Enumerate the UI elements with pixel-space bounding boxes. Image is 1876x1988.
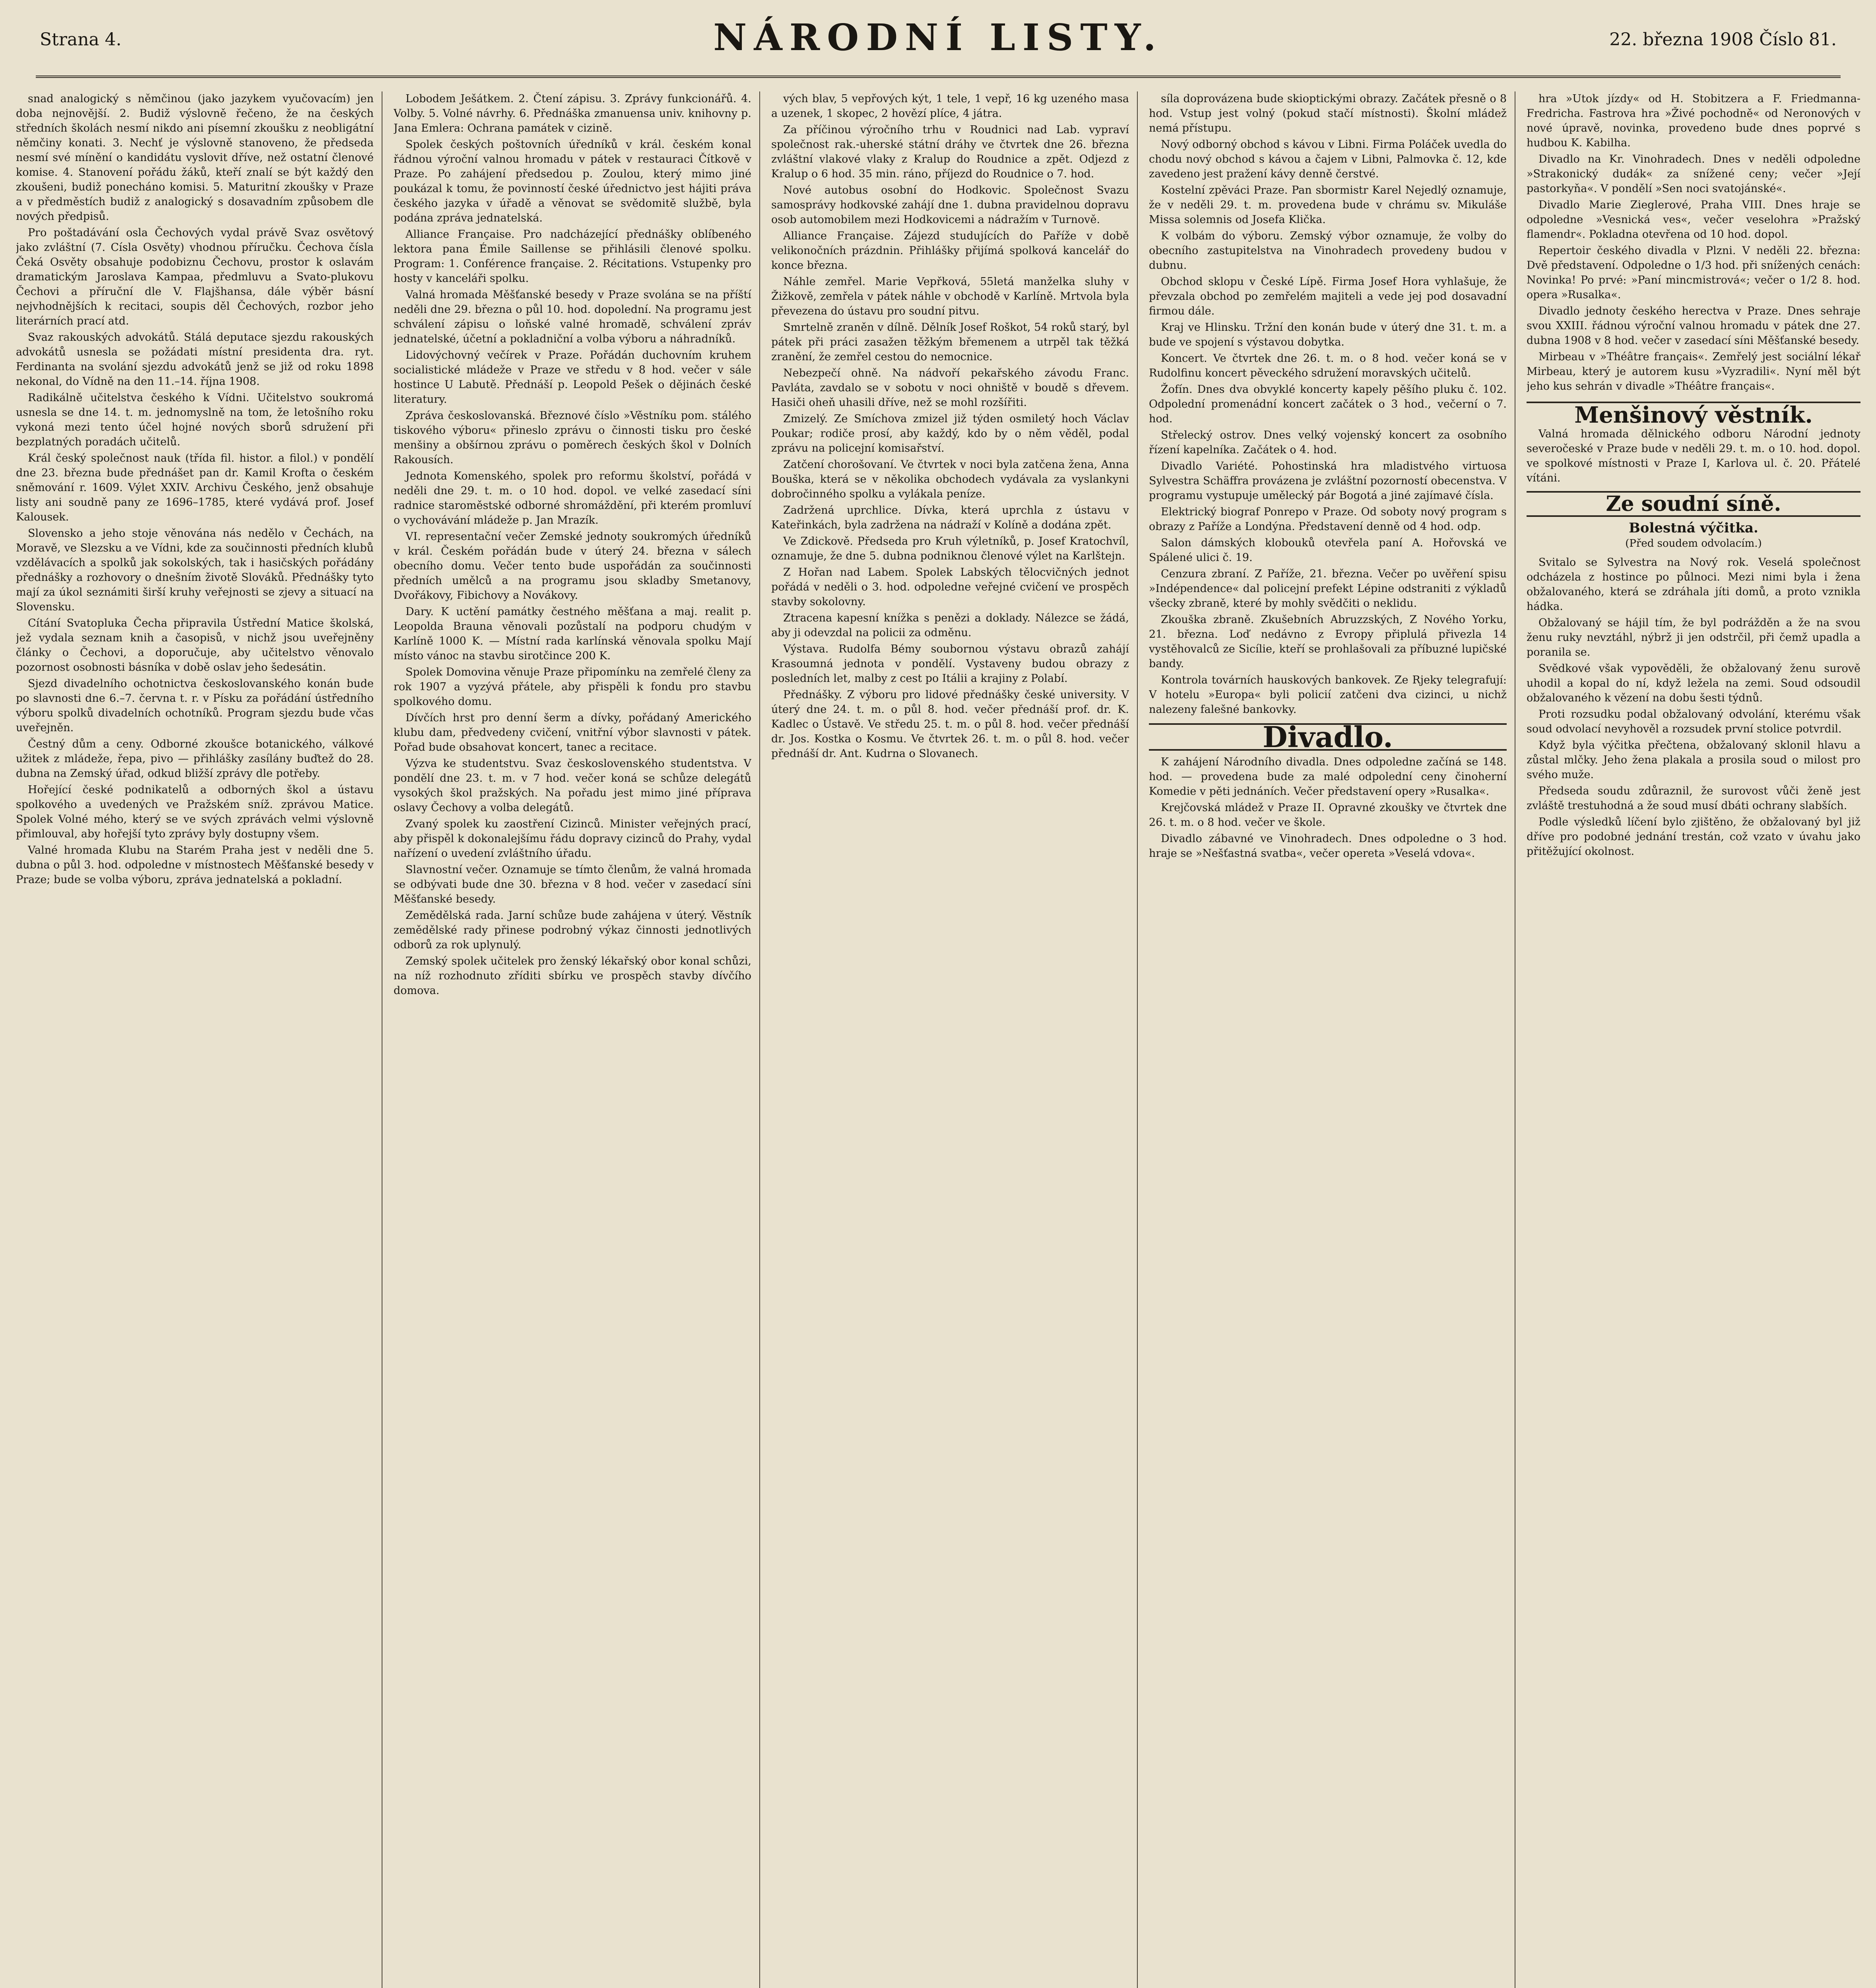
- article-paragraph: Smrtelně zraněn v dílně. Dělník Josef Roškot, 54 roků starý, byl pátek při práci zasažen těžkým břemenem a utrpěl tak těžká zranění, že zemřel cestou do nemocnice.: [771, 321, 1129, 363]
- article-paragraph: Král český společnost nauk (třída fil. histor. a filol.) v pondělí dne 23. března bude přednášet pan dr. Kamil Krofta o českém sněmování r. 1609. Výlet XXIV. Archivu Českého, jenž obsahuje listy ani soudně pany ze 1696–1785, které vydává prof. Josef Kalousek.: [16, 452, 374, 523]
- article-paragraph: Kontrola továrních hauskových bankovek. Ze Rjeky telegrafují: V hotelu »Europa« byli policií zatčeni dva cizinci, u nichž nalezeny falešné bankovky.: [1149, 674, 1507, 716]
- article-paragraph: Mirbeau v »Théâtre français«. Zemřelý jest sociální lékař Mirbeau, který je autorem kusu »Vyzradili«. Nyní měl být jeho kus sehrán v divadle »Théâtre français«.: [1527, 351, 1860, 392]
- article-paragraph: Lobodem Ješátkem. 2. Čtení zápisu. 3. Zprávy funkcionářů. 4. Volby. 5. Volné návrhy. 6. Přednáška zmanuensa univ. knihovny p. Jana Emlera: Ochrana památek v cizině.: [394, 93, 751, 134]
- article-paragraph: Když byla výčitka přečtena, obžalovaný sklonil hlavu a zůstal mlčky. Jeho žena plakala a prosila soud o milost pro svého muže.: [1527, 739, 1860, 781]
- section-heading-divadlo: Divadlo.: [1149, 723, 1507, 751]
- article-paragraph: Zmizelý. Ze Smíchova zmizel již týden osmiletý hoch Václav Poukar; rodiče prosí, aby každý, kdo by o něm věděl, podal zprávu na policejní komisařství.: [771, 413, 1129, 454]
- article-paragraph: Valná hromada dělnického odboru Národní jednoty severočeské v Praze bude v neděli 29. t. m. o 10. hod. dopol. ve spolkové místnosti v Praze I, Karlova ul. č. 20. Přátelé vítáni.: [1527, 428, 1860, 484]
- article-title: Bolestná výčitka.: [1629, 520, 1758, 536]
- article-paragraph: Zatčení chorošovaní. Ve čtvrtek v noci byla zatčena žena, Anna Bouška, která se v několika obchodech vydávala za vyslankyni dobročinného spolku a vylákala peníze.: [771, 458, 1129, 500]
- article-paragraph: Divadlo zábavné ve Vinohradech. Dnes odpoledne o 3 hod. hraje se »Nešťastná svatba«, večer opereta »Veselá vdova«.: [1149, 833, 1507, 860]
- article-paragraph: Dary. K uctění památky čestného měšťana a maj. realit p. Leopolda Brauna věnovali pozůstalí na podporu chudým v Karlíně 1000 K. — Místní rada karlínská věnovala spolku Mají místo vánoc na stavbu sirotčince 200 K.: [394, 606, 751, 662]
- article-paragraph: Repertoir českého divadla v Plzni. V neděli 22. března: Dvě představení. Odpoledne o 1/3 hod. při snížených cenách: Novinka! Po prvé: »Paní mincmistrová«; večer o 1/2 8. hod. opera »Rusalka«.: [1527, 245, 1860, 301]
- article-paragraph: Salon dámských klobouků otevřela paní A. Hořovská ve Spálené ulici č. 19.: [1149, 537, 1507, 564]
- article-paragraph: Svaz rakouských advokátů. Stálá deputace sjezdu rakouských advokátů usnesla se požádati místní presidenta dra. ryt. Ferdinanta na svolání sjezdu advokátů jenž se již od roku 1898 nekonal, do Vídně na den 11.–14. října 1908.: [16, 331, 374, 388]
- article-paragraph: Výstava. Rudolfa Bémy soubornou výstavu obrazů zahájí Krasoumná jednota v pondělí. Vystaveny budou obrazy z posledních let, malby z cest po Itálii a krajiny z Polabí.: [771, 643, 1129, 685]
- column-5: [1527, 91, 1860, 1988]
- article-paragraph: Alliance Française. Zájezd studujících do Paříže v době velikonočních prázdnin. Přihlášky přijímá spolková kancelář do konce března.: [771, 230, 1129, 272]
- article-paragraph: Čestný dům a ceny. Odborné zkoušce botanického, válkové užitek z mládeže, řepa, pivo — přihlášky zasílány buďtež do 28. dubna na Zemský úřad, odkud bližší zprávy dle potřeby.: [16, 738, 374, 780]
- article-paragraph: Valné hromada Klubu na Starém Praha jest v neděli dne 5. dubna o půl 3. hod. odpoledne v místnostech Měšťanské besedy v Praze; bude se volba výboru, zpráva jednatelská a pokladní.: [16, 844, 374, 886]
- article-paragraph: Svědkové však vypověděli, že obžalovaný ženu surově uhodil a kopal do ní, když ležela na zemi. Soud odsoudil obžalovaného k vězení na dobu šesti týdnů.: [1527, 662, 1860, 704]
- article-paragraph: Zadržená uprchlice. Dívka, která uprchla z ústavu v Kateřinkách, byla zadržena na nádraží v Kolíně a dodána zpět.: [771, 504, 1129, 531]
- column-4: [1149, 91, 1507, 1988]
- article-paragraph: hra »Utok jízdy« od H. Stobitzera a F. Friedmanna-Fredricha. Fastrova hra »Živé pochodně« od Neronových v nové úpravě, novinka, provedeno bude dnes poprvé s hudbou K. Kabilha.: [1527, 93, 1860, 149]
- column-1: [16, 91, 374, 1988]
- column-divider: [1137, 91, 1138, 1988]
- masthead: [36, 8, 1841, 78]
- column-divider: [759, 91, 760, 1988]
- column-3: [771, 91, 1129, 1988]
- article-paragraph: síla doprovázena bude skioptickými obrazy. Začátek přesně o 8 hod. Vstup jest volný (pokud stačí místnosti). Školní mládež nemá přístupu.: [1149, 93, 1507, 134]
- article-paragraph: Valná hromada Měšťanské besedy v Praze svolána se na příští neděli dne 29. března o půl 10. hod. dopolední. Na programu jest schválení zápisu o loňské valné hromadě, schválení zpráv jednatelské, účetní a pokladniční a volba výboru a náhradníků.: [394, 289, 751, 345]
- article-paragraph: Hořející české podnikatelů a odborných škol a ústavu spolkového a uvedených ve Pražském sníž. zprávou Matice. Spolek Volné mého, který se ve svých zprávách velmi výslovně přimlouval, aby hořejší tyto zprávy byly dostupny všem.: [16, 784, 374, 840]
- page-number: Strana 4.: [40, 29, 122, 50]
- article-paragraph: Kostelní zpěváci Praze. Pan sbormistr Karel Nejedlý oznamuje, že v neděli 29. t. m. provedena bude v chrámu sv. Mikuláše Missa solemnis od Josefa Klička.: [1149, 184, 1507, 226]
- newspaper-title: NÁRODNÍ LISTY.: [713, 16, 1163, 59]
- article-paragraph: VI. representační večer Zemské jednoty soukromých úředníků v král. Českém pořádán bude v úterý 24. března v sálech obecního domu. Večer tento bude uspořádán za součinnosti předních umělců a na programu jsou skladby Smetanovy, Dvořákovy, Fibichovy a Novákovy.: [394, 530, 751, 602]
- article-paragraph: vých blav, 5 vepřových kýt, 1 tele, 1 vepř, 16 kg uzeného masa a uzenek, 1 skopec, 2 hovězí plíce, 4 játra.: [771, 93, 1129, 120]
- article-paragraph: Přednášky. Z výboru pro lidové přednášky české university. V úterý dne 24. t. m. o půl 8. hod. večer přednáší prof. dr. K. Kadlec o Ústavě. Ve středu 25. t. m. o půl 8. hod. večer přednáší dr. Jos. Kostka o Kosmu. Ve čtvrtek 26. t. m. o půl 8. hod. večer přednáší dr. Ant. Kudrna o Slovanech.: [771, 689, 1129, 760]
- article-paragraph: snad analogický s němčinou (jako jazykem vyučovacím) jen doba nejnovější. 2. Budiž výslovně řečeno, že na českých středních školách nesmí nikdo ani písemní zkoušku z neobligátní němčiny konati. 3. Nechť je výslovně stanoveno, že předseda nesmí své mínění o kandidátu vyslovit dříve, než ostatní členové komise. 4. Stanovení pořádu žáků, kteří znalí se být každý den zkoušeni, budiž ponecháno komisi. 5. Maturitní zkoušky v Praze a v předměstích budiž z analogický s dosavadním způsobem dle nových předpisů.: [16, 93, 374, 223]
- article-paragraph: Ztracena kapesní knížka s penězi a doklady. Nálezce se žádá, aby ji odevzdal na policii za odměnu.: [771, 612, 1129, 639]
- article-paragraph: Spolek Domovina věnuje Praze připomínku na zemřelé členy za rok 1907 a vyzývá přátele, aby přispěli k fondu pro stavbu spolkového domu.: [394, 666, 751, 708]
- article-paragraph: Proti rozsudku podal obžalovaný odvolání, kterému však soud odvolací nevyhověl a rozsudek první stolice potvrdil.: [1527, 708, 1860, 735]
- article-paragraph: Zemědělská rada. Jarní schůze bude zahájena v úterý. Věstník zemědělské rady přinese podrobný výkaz činnosti jednotlivých odborů za rok uplynulý.: [394, 909, 751, 951]
- article-paragraph: Zvaný spolek ku zaostření Cizinců. Minister veřejných prací, aby přispěl k dokonalejšímu řádu dopravy cizinců do Prahy, vydal nařízení o uvedení zvláštního úřadu.: [394, 818, 751, 860]
- article-paragraph: Svitalo se Sylvestra na Nový rok. Veselá společnost odcházela z hostince po půlnoci. Mezi nimi byla i žena obžalovaného, která se zdráhala jíti domů, a proto vznikla hádka.: [1527, 556, 1860, 613]
- section-heading-ze-soudni-sine: Ze soudní síně.: [1527, 491, 1860, 517]
- article-paragraph: Ve Zdickově. Předseda pro Kruh výletníků, p. Josef Kratochvíl, oznamuje, že dne 5. dubna podniknou členové výlet na Karlštejn.: [771, 535, 1129, 562]
- article-paragraph: Střelecký ostrov. Dnes velký vojenský koncert za osobního řízení kapelníka. Začátek o 4. hod.: [1149, 429, 1507, 456]
- article-paragraph: K volbám do výboru. Zemský výbor oznamuje, že volby do obecního zastupitelstva na Vinohradech provedeny budou v dubnu.: [1149, 230, 1507, 272]
- article-paragraph: Dívčích hrst pro denní šerm a dívky, pořádaný Amerického klubu dam, předvedeny cvičení, vnitřní výbor slavnosti v pátek. Pořad bude obsahovat koncert, tanec a recitace.: [394, 712, 751, 753]
- article-paragraph: Kraj ve Hlinsku. Tržní den konán bude v úterý dne 31. t. m. a bude ve spojení s výstavou dobytka.: [1149, 321, 1507, 348]
- article-paragraph: Slavnostní večer. Oznamuje se tímto členům, že valná hromada se odbývati bude dne 30. března v 8 hod. večer v zasedací síni Měšťanské besedy.: [394, 864, 751, 905]
- article-paragraph: Krejčovská mládež v Praze II. Opravné zkoušky ve čtvrtek dne 26. t. m. o 8 hod. večer ve škole.: [1149, 802, 1507, 829]
- article-paragraph: Divadlo jednoty českého herectva v Praze. Dnes sehraje svou XXIII. řádnou výroční valnou hromadu v pátek dne 27. dubna 1908 v 8 hod. večer v zasedací síni Měšťanské besedy.: [1527, 305, 1860, 347]
- article-paragraph: Obchod sklopu v České Lípě. Firma Josef Hora vyhlašuje, že převzala obchod po zemřelém majiteli a vede jej pod dosavadní firmou dále.: [1149, 276, 1507, 317]
- article-paragraph: K zahájení Národního divadla. Dnes odpoledne začíná se 148. hod. — provedena bude za malé odpolední ceny činoherní Komedie v pěti jednáních. Večer představení opery »Rusalka«.: [1149, 756, 1507, 798]
- article-paragraph: Divadlo Marie Zieglerové, Praha VIII. Dnes hraje se odpoledne »Vesnická ves«, večer veselohra »Pražský flamendr«. Pokladna otevřena od 10 hod. dopol.: [1527, 199, 1860, 241]
- article-paragraph: Divadlo Variété. Pohostinská hra mladistvého virtuosa Sylvestra Schäffra provázena je zvláštní pozorností obecenstva. V programu vystupuje umělecký pár Bogotá a jiné zajímavé čísla.: [1149, 460, 1507, 502]
- article-paragraph: Alliance Française. Pro nadcházející přednášky oblíbeného lektora pana Émile Saillense se přihlásili členové spolku. Program: 1. Conférence française. 2. Récitations. Vstupenky pro hosty v kanceláři spolku.: [394, 228, 751, 285]
- article-paragraph: Jednota Komenského, spolek pro reformu školství, pořádá v neděli dne 29. t. m. o 10 hod. dopol. ve velké zasedací síni radnice staroměstské odborné shromáždění, při kterém promluví o vychovávání mládeže p. Jan Mrazík.: [394, 470, 751, 526]
- article-paragraph: Koncert. Ve čtvrtek dne 26. t. m. o 8 hod. večer koná se v Rudolfinu koncert pěveckého sdružení moravských učitelů.: [1149, 352, 1507, 379]
- article-paragraph: Náhle zemřel. Marie Vepřková, 55letá manželka sluhy v Žižkově, zemřela v pátek náhle v obchodě v Karlíně. Mrtvola byla převezena do ústavu pro soudní pitvu.: [771, 276, 1129, 317]
- article-paragraph: Žofín. Dnes dva obvyklé koncerty kapely pěšího pluku č. 102. Odpolední promenádní koncert začátek o 3 hod., večerní o 7. hod.: [1149, 383, 1507, 425]
- article-paragraph: Pro poštadávání osla Čechových vydal právě Svaz osvětový jako zvláštní (7. Císla Osvěty) vhodnou příručku. Čechova čísla Čeká Osvěty obsahuje podobiznu Čechovu, prostor k oslavám dramatickým Jaroslava Kampaa, předmluvu a Svato-plukovu Čechovi a příruční dle V. Flajšhansa, dále výběr básní nejvhodnějších k recitaci, soupis děl Čechových, rozbor jeho literárních prací atd.: [16, 227, 374, 327]
- article-paragraph: Zemský spolek učitelek pro ženský lékařský obor konal schůzi, na níž rozhodnuto zříditi sbírku ve prospěch stavby dívčího domova.: [394, 955, 751, 997]
- article-subtitle: (Před soudem odvolacím.): [1625, 538, 1762, 549]
- article-paragraph: Cenzura zbraní. Z Paříže, 21. března. Večer po uvěření spisu »Indépendence« dal policejní prefekt Lépine odstraniti z výkladů všecky zbraně, které by mohly svědčiti o neklidu.: [1149, 568, 1507, 610]
- article-paragraph: Nové autobus osobní do Hodkovic. Společnost Svazu samosprávy hodkovské zahájí dne 1. dubna pravidelnou dopravu osob automobilem mezi Hodkovicemi a nádražím v Turnově.: [771, 184, 1129, 226]
- article-paragraph: Nebezpečí ohně. Na nádvoří pekařského závodu Franc. Pavláta, zavdalo se v sobotu v noci ohniště v boudě s dřevem. Hasiči oheň uhasili dříve, než se mohl rozšířiti.: [771, 367, 1129, 409]
- section-heading-mensinovy-vestnik: Menšinový věstník.: [1527, 402, 1860, 423]
- column-2: [394, 91, 751, 1988]
- article-paragraph: Obžalovaný se hájil tím, že byl podrážděn a že na svou ženu ruky nevztáhl, nýbrž ji jen odstrčil, při čemž upadla a poranila se.: [1527, 617, 1860, 658]
- article-paragraph: Lidovýchovný večírek v Praze. Pořádán duchovním kruhem socialistické mládeže v Praze ve středu v 8 hod. večer v sále hostince U Labutě. Přednáší p. Leopold Pešek o dějinách české literatury.: [394, 349, 751, 406]
- article-paragraph: Spolek českých poštovních úředníků v král. českém konal řádnou výroční valnou hromadu v pátek v restauraci Čítkově v Praze. Po zahájení předsedou p. Zoulou, který mimo jiné poukázal k tomu, že povinností české úřednictvo jest hájiti práva českého jazyka v úřadě a věnovat se svědomitě službě, byla podána zpráva jednatelská.: [394, 138, 751, 224]
- article-paragraph: Divadlo na Kr. Vinohradech. Dnes v neděli odpoledne »Strakonický dudák« za snížené ceny; večer »Její pastorkyňa«. V pondělí »Sen noci svatojánské«.: [1527, 153, 1860, 195]
- article-paragraph: Nový odborný obchod s kávou v Libni. Firma Poláček uvedla do chodu nový obchod s kávou a čajem v Libni, Palmovka č. 12, kde zavedeno jest pražení kávy denně čerstvé.: [1149, 138, 1507, 180]
- article-paragraph: Elektrický biograf Ponrepo v Praze. Od soboty nový program s obrazy z Paříže a Londýna. Představení denně od 4 hod. odp.: [1149, 506, 1507, 533]
- issue-date: 22. března 1908 Číslo 81.: [1609, 29, 1837, 50]
- article-paragraph: Slovensko a jeho stoje věnována nás nedělo v Čechách, na Moravě, ve Slezsku a ve Vídni, kde za součinnosti předních klubů vzdělávacích a spolků jak sokolských, tak i hasičských pořádány přednášky a rozhovory o dnešním životě Slováků. Přednášky tyto mají za úkol seznámiti širší kruhy veřejnosti se zjevy a situací na Slovensku.: [16, 527, 374, 613]
- article-paragraph: Radikálně učitelstva českého k Vídni. Učitelstvo soukromá usnesla se dne 14. t. m. jednomyslně na tom, že letošního roku vykoná mezi tento účel hojné nových sborů sdružení při bezplatných poradách učitelů.: [16, 392, 374, 448]
- article-paragraph: Cítání Svatopluka Čecha připravila Ústřední Matice školská, jež vydala seznam knih a časopisů, v nichž jsou uveřejněny články o Čechovi, a doporučuje, aby učitelstvo věnovalo pozornost osobnosti básníka v době oslav jeho šedesátin.: [16, 617, 374, 674]
- article-paragraph: Z Hořan nad Labem. Spolek Labských tělocvičných jednot pořádá v neděli o 3. hod. odpoledne veřejné cvičení ve prospěch stavby sokolovny.: [771, 566, 1129, 608]
- article-paragraph: Výzva ke studentstvu. Svaz československého studentstva. V pondělí dne 23. t. m. v 7 hod. večer koná se schůze delegátů vysokých škol pražských. Na pořadu jest mimo jiné příprava oslavy Čechovy a volba delegátů.: [394, 757, 751, 814]
- article-paragraph: Předseda soudu zdůraznil, že surovost vůči ženě jest zvláště trestuhodná a že soud musí dbáti ochrany slabších.: [1527, 785, 1860, 812]
- article-paragraph: Podle výsledků líčení bylo zjištěno, že obžalovaný byl již dříve pro podobné jednání trestán, což vzato v úvahu jako přitěžující okolnost.: [1527, 816, 1860, 858]
- article-paragraph: Zkouška zbraně. Zkušebních Abruzzských, Z Nového Yorku, 21. března. Loď nedávno z Evropy připlulá přivezla 14 vystěhovalců ze Sicílie, kteří se prohlašovali za příbuzné lupičské bandy.: [1149, 613, 1507, 670]
- article-paragraph: Za příčinou výročního trhu v Roudnici nad Lab. vypraví společnost rak.-uherské státní dráhy ve čtvrtek dne 26. března zvláštní vlakové vlaky z Kralup do Roudnice a zpět. Odjezd z Kralup o 6 hod. 35 min. ráno, příjezd do Roudnice o 7. hod.: [771, 124, 1129, 180]
- article-paragraph: Zpráva českoslovanská. Březnové číslo »Věstníku pom. stálého tiskového výboru« přineslo zprávu o činnosti tisku pro české menšiny a obšírnou zprávu o poměrech českých škol v Dolních Rakousích.: [394, 410, 751, 466]
- article-paragraph: Sjezd divadelního ochotnictva českoslovanského konán bude po slavnosti dne 6.–7. června t. r. v Písku za pořádání ústředního výboru spolků divadelních ochotníků. Program sjezdu bude včas uveřejněn.: [16, 678, 374, 734]
